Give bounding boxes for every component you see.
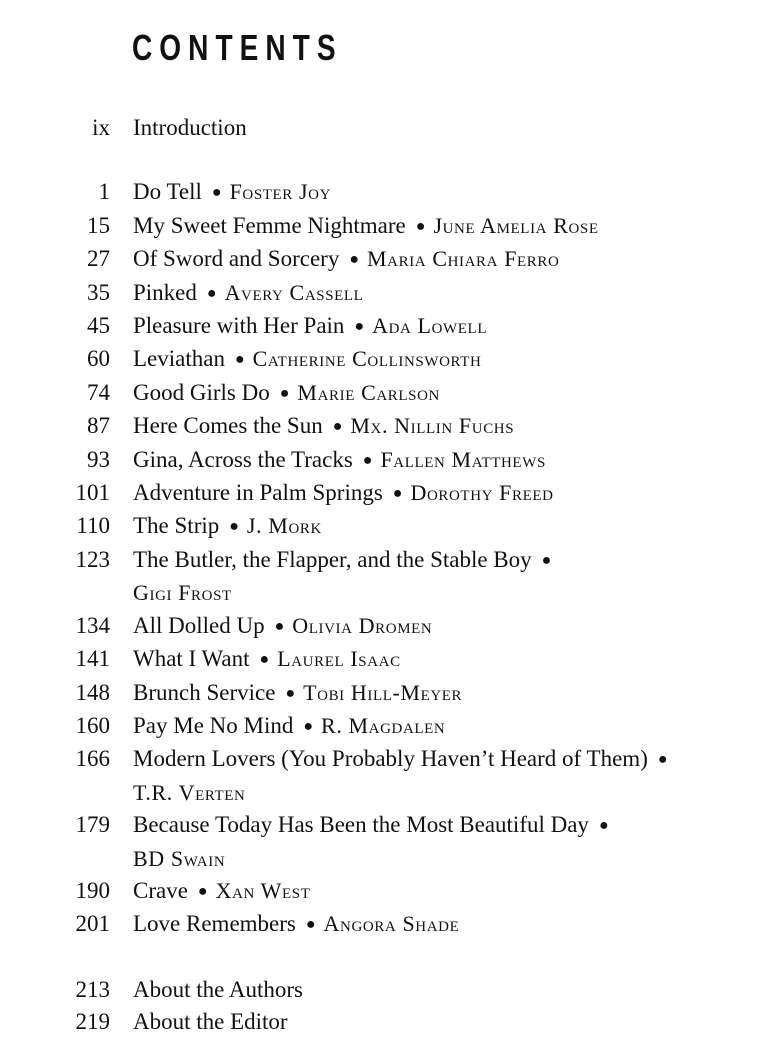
page-number: 74 [87,379,110,405]
entry-text [133,377,693,410]
toc-entry [0,444,766,477]
entry-author: Tobi Hill-Meyer [303,679,463,705]
entry-author: Xan West [215,877,311,903]
page-number: 219 [75,1009,110,1035]
entry-title: The Butler, the Flapper, and the Stable Boy [133,546,532,572]
entry-author: Ada Lowell [372,313,488,339]
entry-title: All Dolled Up [133,612,265,638]
page-number: 179 [75,812,110,838]
entry-title: About the Authors [133,976,303,1002]
entry-text [133,243,693,276]
entry-text [133,112,693,144]
entry-text [133,477,693,510]
page-number: 213 [75,976,110,1002]
entry-text [133,809,693,875]
entry-text [133,1006,693,1038]
entry-title: Introduction [133,115,247,140]
entry-author: Mx. Nillin Fuchs [350,413,515,439]
bullet-separator: ● [392,485,403,503]
page-number: 110 [76,513,110,539]
entry-title: About the Editor [133,1009,288,1035]
entry-text [133,176,693,209]
toc-entry [0,809,766,875]
page-number: 15 [87,212,110,238]
entry-title: Leviathan [133,346,225,372]
entry-text [133,643,693,676]
page-number: 148 [75,679,110,705]
entry-text [133,210,693,243]
bullet-separator: ● [234,351,245,369]
page-number: 141 [75,646,110,672]
toc-entry [0,277,766,310]
toc-entry [0,210,766,243]
front-matter-section [0,112,766,144]
entry-author: Dorothy Freed [410,480,554,506]
entry-author: June Amelia Rose [433,212,599,238]
toc-entry [0,544,766,610]
bullet-separator: ● [197,882,208,900]
entry-title: Gina, Across the Tracks [133,446,353,472]
page-number: 1 [98,179,110,205]
bullet-separator: ● [285,684,296,702]
entry-text [133,544,693,610]
entry-text [133,510,693,543]
entry-text [133,677,693,710]
entry-author: Angora Shade [323,911,460,937]
toc-entry [0,610,766,643]
bullet-separator: ● [211,184,222,202]
entry-title: My Sweet Femme Nightmare [133,212,406,238]
toc-entry [0,510,766,543]
bullet-separator: ● [415,217,426,235]
entry-author: T.R. Verten [133,779,246,805]
entry-title: What I Want [133,646,250,672]
page-number: 201 [75,911,110,937]
bullet-separator: ● [279,384,290,402]
entry-author: Gigi Frost [133,580,232,606]
entry-author: Catherine Collinsworth [252,346,482,372]
bullet-separator: ● [349,251,359,269]
entry-title: Pinked [133,279,197,305]
entry-author: Fallen Matthews [380,446,546,472]
stories-section [0,176,766,941]
toc-entry [0,310,766,343]
entry-title: Because Today Has Been the Most Beautiful Day [133,812,589,838]
page-number: 123 [75,546,110,572]
toc-entry [0,743,766,809]
entry-text [133,743,693,809]
toc-entry [0,410,766,443]
toc-entry [0,176,766,209]
bullet-separator: ● [229,518,239,536]
entry-author: BD Swain [133,845,226,871]
page-number: 190 [75,877,110,903]
entry-title: The Strip [133,513,220,539]
toc-entry [0,908,766,941]
page-number: ix [92,115,110,140]
page-number: 166 [75,746,110,772]
page-number: 134 [75,612,110,638]
page-number: 87 [87,413,110,439]
entry-author: J. Mork [246,513,322,539]
entry-author: Marie Carlson [297,379,440,405]
entry-title: Brunch Service [133,679,276,705]
bullet-separator: ● [354,318,365,336]
entry-author: R. Magdalen [321,712,446,738]
entry-title: Love Remembers [133,911,296,937]
entry-text [133,908,693,941]
toc-entry [0,875,766,908]
entry-title: Modern Lovers (You Probably Haven’t Heard of Them) [133,746,648,772]
entry-author: Maria Chiara Ferro [367,246,560,272]
entry-title: Good Girls Do [133,379,270,405]
entry-text [133,710,693,743]
toc-entry [0,643,766,676]
entry-text [133,277,693,310]
toc-entry [0,477,766,510]
entry-text [133,875,693,908]
entry-title: Pay Me No Mind [133,712,294,738]
entry-author: Laurel Isaac [277,646,401,672]
entry-author: Avery Cassell [224,279,364,305]
bullet-separator: ● [541,551,552,569]
entry-title: Do Tell [133,179,202,205]
toc-entry [0,343,766,376]
entry-title: Of Sword and Sorcery [133,246,340,272]
toc-entry [0,974,766,1006]
toc-entry [0,243,766,276]
toc-entry [0,112,766,144]
back-matter-section [0,974,766,1039]
page-number: 35 [87,279,110,305]
bullet-separator: ● [259,651,270,669]
page-number: 101 [75,480,110,506]
entry-text [133,410,693,443]
toc-entry [0,710,766,743]
toc-entry [0,377,766,410]
entry-text [133,444,693,477]
entry-text [133,343,693,376]
page-number: 27 [87,246,110,272]
entry-text [133,974,693,1006]
entry-text [133,310,693,343]
bullet-separator: ● [362,451,373,469]
bullet-separator: ● [303,717,314,735]
page-number: 45 [87,313,110,339]
page-number: 60 [87,346,110,372]
bullet-separator: ● [332,418,343,436]
page-number: 160 [75,712,110,738]
page-number: 93 [87,446,110,472]
entry-title: Crave [133,877,188,903]
bullet-separator: ● [274,617,285,635]
toc-entry [0,1006,766,1038]
toc-entry [0,677,766,710]
bullet-separator: ● [206,284,217,302]
bullet-separator: ● [657,751,668,769]
table-of-contents [0,112,766,1039]
entry-title: Here Comes the Sun [133,413,323,439]
entry-text [133,610,693,643]
bullet-separator: ● [305,916,316,934]
entry-title: Pleasure with Her Pain [133,313,345,339]
entry-author: Foster Joy [229,179,332,205]
bullet-separator: ● [598,817,609,835]
entry-author: Olivia Dromen [292,612,433,638]
entry-title: Adventure in Palm Springs [133,480,383,506]
page-title: CONTENTS [132,27,343,68]
